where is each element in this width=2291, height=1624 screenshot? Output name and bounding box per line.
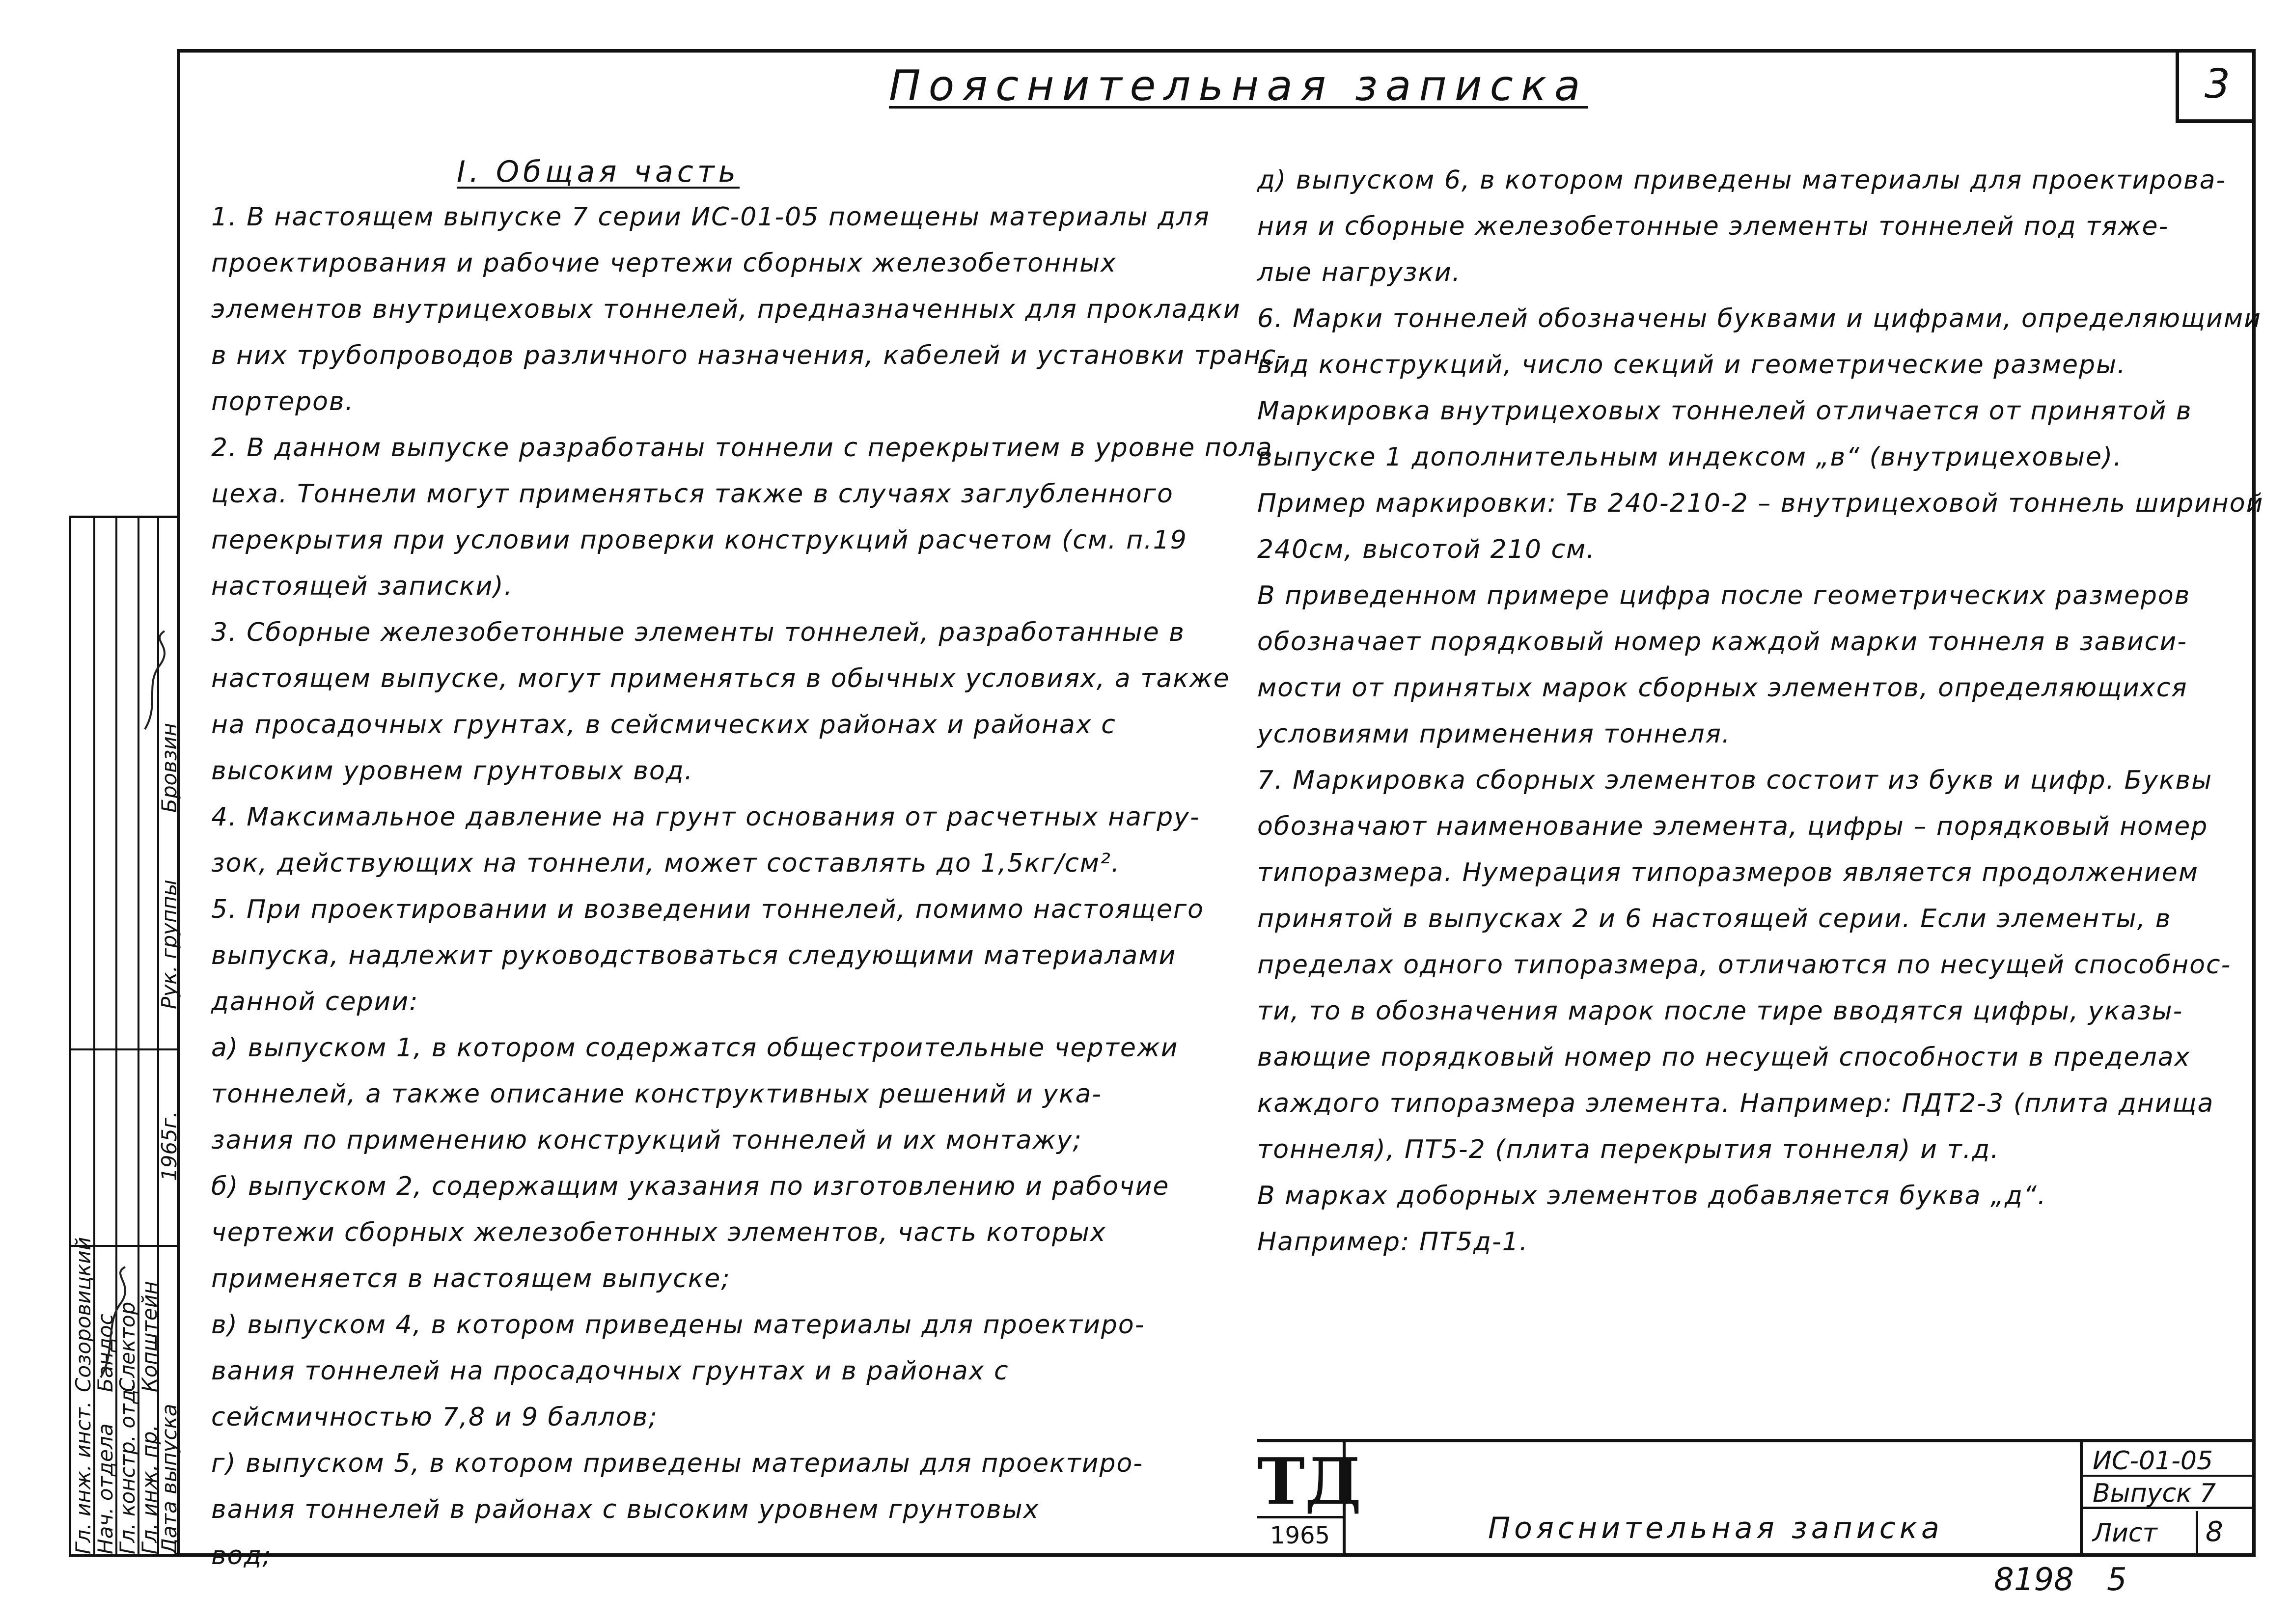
- stamp-name: Бандос: [93, 1314, 117, 1392]
- text-line: 3. Сборные железобетонные элементы тоннелей, разработанные в: [211, 618, 1185, 647]
- sheet-value: 8: [2206, 1516, 2223, 1548]
- text-line: выпуска, надлежит руководствоваться следующими материалами: [211, 941, 1177, 970]
- sheet-divider: [2196, 1511, 2198, 1557]
- text-line: в них трубопроводов различного назначения, кабелей и установки транс-: [211, 341, 1287, 370]
- text-line: элементов внутрицеховых тоннелей, предназначенных для прокладки: [211, 295, 1241, 324]
- text-line: тоннелей, а также описание конструктивных решений и ука-: [211, 1079, 1103, 1109]
- logo-year: 1965: [1257, 1516, 1343, 1553]
- text-line: тоннеля), ПТ5-2 (плита перекрытия тоннеля) и т.д.: [1257, 1135, 2000, 1164]
- text-line: вания тоннелей на просадочных грунтах и в районах с: [211, 1356, 1009, 1386]
- left-text-column: [211, 194, 1287, 1579]
- text-line: зания по применению конструкций тоннелей и их монтажу;: [211, 1126, 1082, 1155]
- page-title: Пояснительная записка: [889, 61, 1588, 110]
- text-line: вающие порядковый номер по несущей способности в пределах: [1257, 1043, 2191, 1072]
- issue-number: Выпуск 7: [2083, 1479, 2256, 1509]
- text-line: б) выпуском 2, содержащим указания по изготовлению и рабочие: [211, 1172, 1170, 1201]
- text-line: а) выпуском 1, в котором содержатся общестроительные чертежи: [211, 1033, 1179, 1063]
- right-text-column: [1257, 157, 2263, 1265]
- signature-mark: [140, 626, 169, 734]
- stamp-divider: [93, 518, 95, 1554]
- stamp-name: Слектор: [115, 1301, 139, 1392]
- text-line: условиями применения тоннеля.: [1257, 719, 1731, 749]
- text-line: высоким уровнем грунтовых вод.: [211, 756, 694, 786]
- stamp-date: 1965г.: [157, 1111, 181, 1181]
- text-line: настоящем выпуске, могут применяться в обычных условиях, а также: [211, 664, 1230, 693]
- stamp-divider: [71, 1048, 177, 1050]
- text-line: лые нагрузки.: [1257, 258, 1462, 287]
- logo: [1257, 1442, 1362, 1557]
- text-line: вод;: [211, 1541, 272, 1570]
- approval-stamp: [69, 516, 181, 1557]
- text-line: Пример маркировки: Тв 240-210-2 – внутрицеховой тоннель шириной: [1257, 489, 2264, 518]
- text-line: каждого типоразмера элемента. Например: ПДТ2-3 (плита днища: [1257, 1089, 2214, 1118]
- series-code: ИС-01-05: [2083, 1446, 2256, 1477]
- text-line: зок, действующих на тоннели, может составлять до 1,5кг/см².: [211, 849, 1121, 878]
- archive-page: 5: [2107, 1562, 2127, 1598]
- text-line: Маркировка внутрицеховых тоннелей отличается от принятой в: [1257, 396, 2192, 426]
- text-line: Например: ПТ5д-1.: [1257, 1227, 1529, 1257]
- text-line: г) выпуском 5, в котором приведены материалы для проектиро-: [211, 1449, 1144, 1478]
- text-line: 2. В данном выпуске разработаны тоннели с перекрытием в уровне пола: [211, 433, 1273, 463]
- text-line: 240см, высотой 210 см.: [1257, 535, 1596, 564]
- logo-letters: ТД: [1257, 1444, 1362, 1519]
- stamp-role: Гл. констр. отд.: [115, 1383, 139, 1554]
- text-line: выпуске 1 дополнительным индексом „в“ (внутрицеховые).: [1257, 442, 2123, 472]
- text-line: данной серии:: [211, 987, 419, 1017]
- title-block: [1257, 1439, 2256, 1557]
- text-line: ния и сборные железобетонные элементы тоннелей под тяже-: [1257, 212, 2169, 241]
- sheet-label: Лист: [2093, 1518, 2157, 1548]
- text-line: пределах одного типоразмера, отличаются по несущей способнос-: [1257, 950, 2232, 980]
- text-line: портеров.: [211, 387, 355, 416]
- stamp-group-head: Рук. группы: [157, 880, 181, 1009]
- text-line: настоящей записки).: [211, 572, 514, 601]
- stamp-group-name: Бровзин: [157, 722, 181, 813]
- text-line: 1. В настоящем выпуске 7 серии ИС-01-05 помещены материалы для: [211, 202, 1210, 232]
- stamp-name: Копштейн: [138, 1281, 162, 1392]
- text-line: д) выпуском 6, в котором приведены материалы для проектирова-: [1257, 165, 2227, 195]
- signature-mark: [96, 1265, 135, 1382]
- text-line: в) выпуском 4, в котором приведены материалы для проектиро-: [211, 1310, 1145, 1340]
- title-block-info: [2080, 1442, 2256, 1557]
- section-title: I. Общая часть: [457, 155, 740, 189]
- text-line: сейсмичностью 7,8 и 9 баллов;: [211, 1403, 658, 1432]
- text-line: проектирования и рабочие чертежи сборных железобетонных: [211, 248, 1117, 278]
- title-block-name: Пояснительная записка: [1488, 1511, 1943, 1545]
- text-line: 5. При проектировании и возведении тоннелей, помимо настоящего: [211, 895, 1204, 924]
- text-line: вания тоннелей в районах с высоким уровнем грунтовых: [211, 1495, 1040, 1524]
- text-line: применяется в настоящем выпуске;: [211, 1264, 731, 1294]
- stamp-role: Гл. инж. пр.: [138, 1425, 162, 1554]
- text-line: типоразмера. Нумерация типоразмеров является продолжением: [1257, 858, 2199, 887]
- archive-number: 8198: [1994, 1562, 2074, 1598]
- text-line: вид конструкций, число секций и геометрические размеры.: [1257, 350, 2126, 380]
- page-number-box: [2176, 49, 2256, 123]
- text-line: обозначают наименование элемента, цифры – порядковый номер: [1257, 812, 2208, 841]
- page-number: 3: [2204, 61, 2231, 108]
- text-line: 7. Маркировка сборных элементов состоит из букв и цифр. Буквы: [1257, 766, 2213, 795]
- text-line: 4. Максимальное давление на грунт основания от расчетных нагру-: [211, 802, 1200, 832]
- text-line: В приведенном примере цифра после геометрических размеров: [1257, 581, 2191, 610]
- text-line: цеха. Тоннели могут применяться также в случаях заглубленного: [211, 479, 1174, 509]
- text-line: ти, то в обозначения марок после тире вводятся цифры, указы-: [1257, 996, 2183, 1026]
- stamp-role: Гл. инж. инст.: [71, 1401, 95, 1554]
- stamp-name: Созоровицкий: [71, 1237, 95, 1392]
- text-line: мости от принятых марок сборных элементов, определяющихся: [1257, 673, 2188, 703]
- stamp-role: Нач. отдела: [93, 1423, 117, 1554]
- text-line: 6. Марки тоннелей обозначены буквами и цифрами, определяющими: [1257, 304, 2262, 333]
- text-line: перекрытия при условии проверки конструкций расчетом (см. п.19: [211, 525, 1187, 555]
- text-line: обозначает порядковый номер каждой марки тоннеля в зависи-: [1257, 627, 2187, 657]
- text-line: принятой в выпусках 2 и 6 настоящей серии. Если элементы, в: [1257, 904, 2172, 934]
- text-line: В марках доборных элементов добавляется буква „д“.: [1257, 1181, 2047, 1211]
- text-line: на просадочных грунтах, в сейсмических районах и районах с: [211, 710, 1116, 740]
- text-line: чертежи сборных железобетонных элементов, часть которых: [211, 1218, 1106, 1247]
- stamp-role: Дата выпуска: [157, 1404, 181, 1554]
